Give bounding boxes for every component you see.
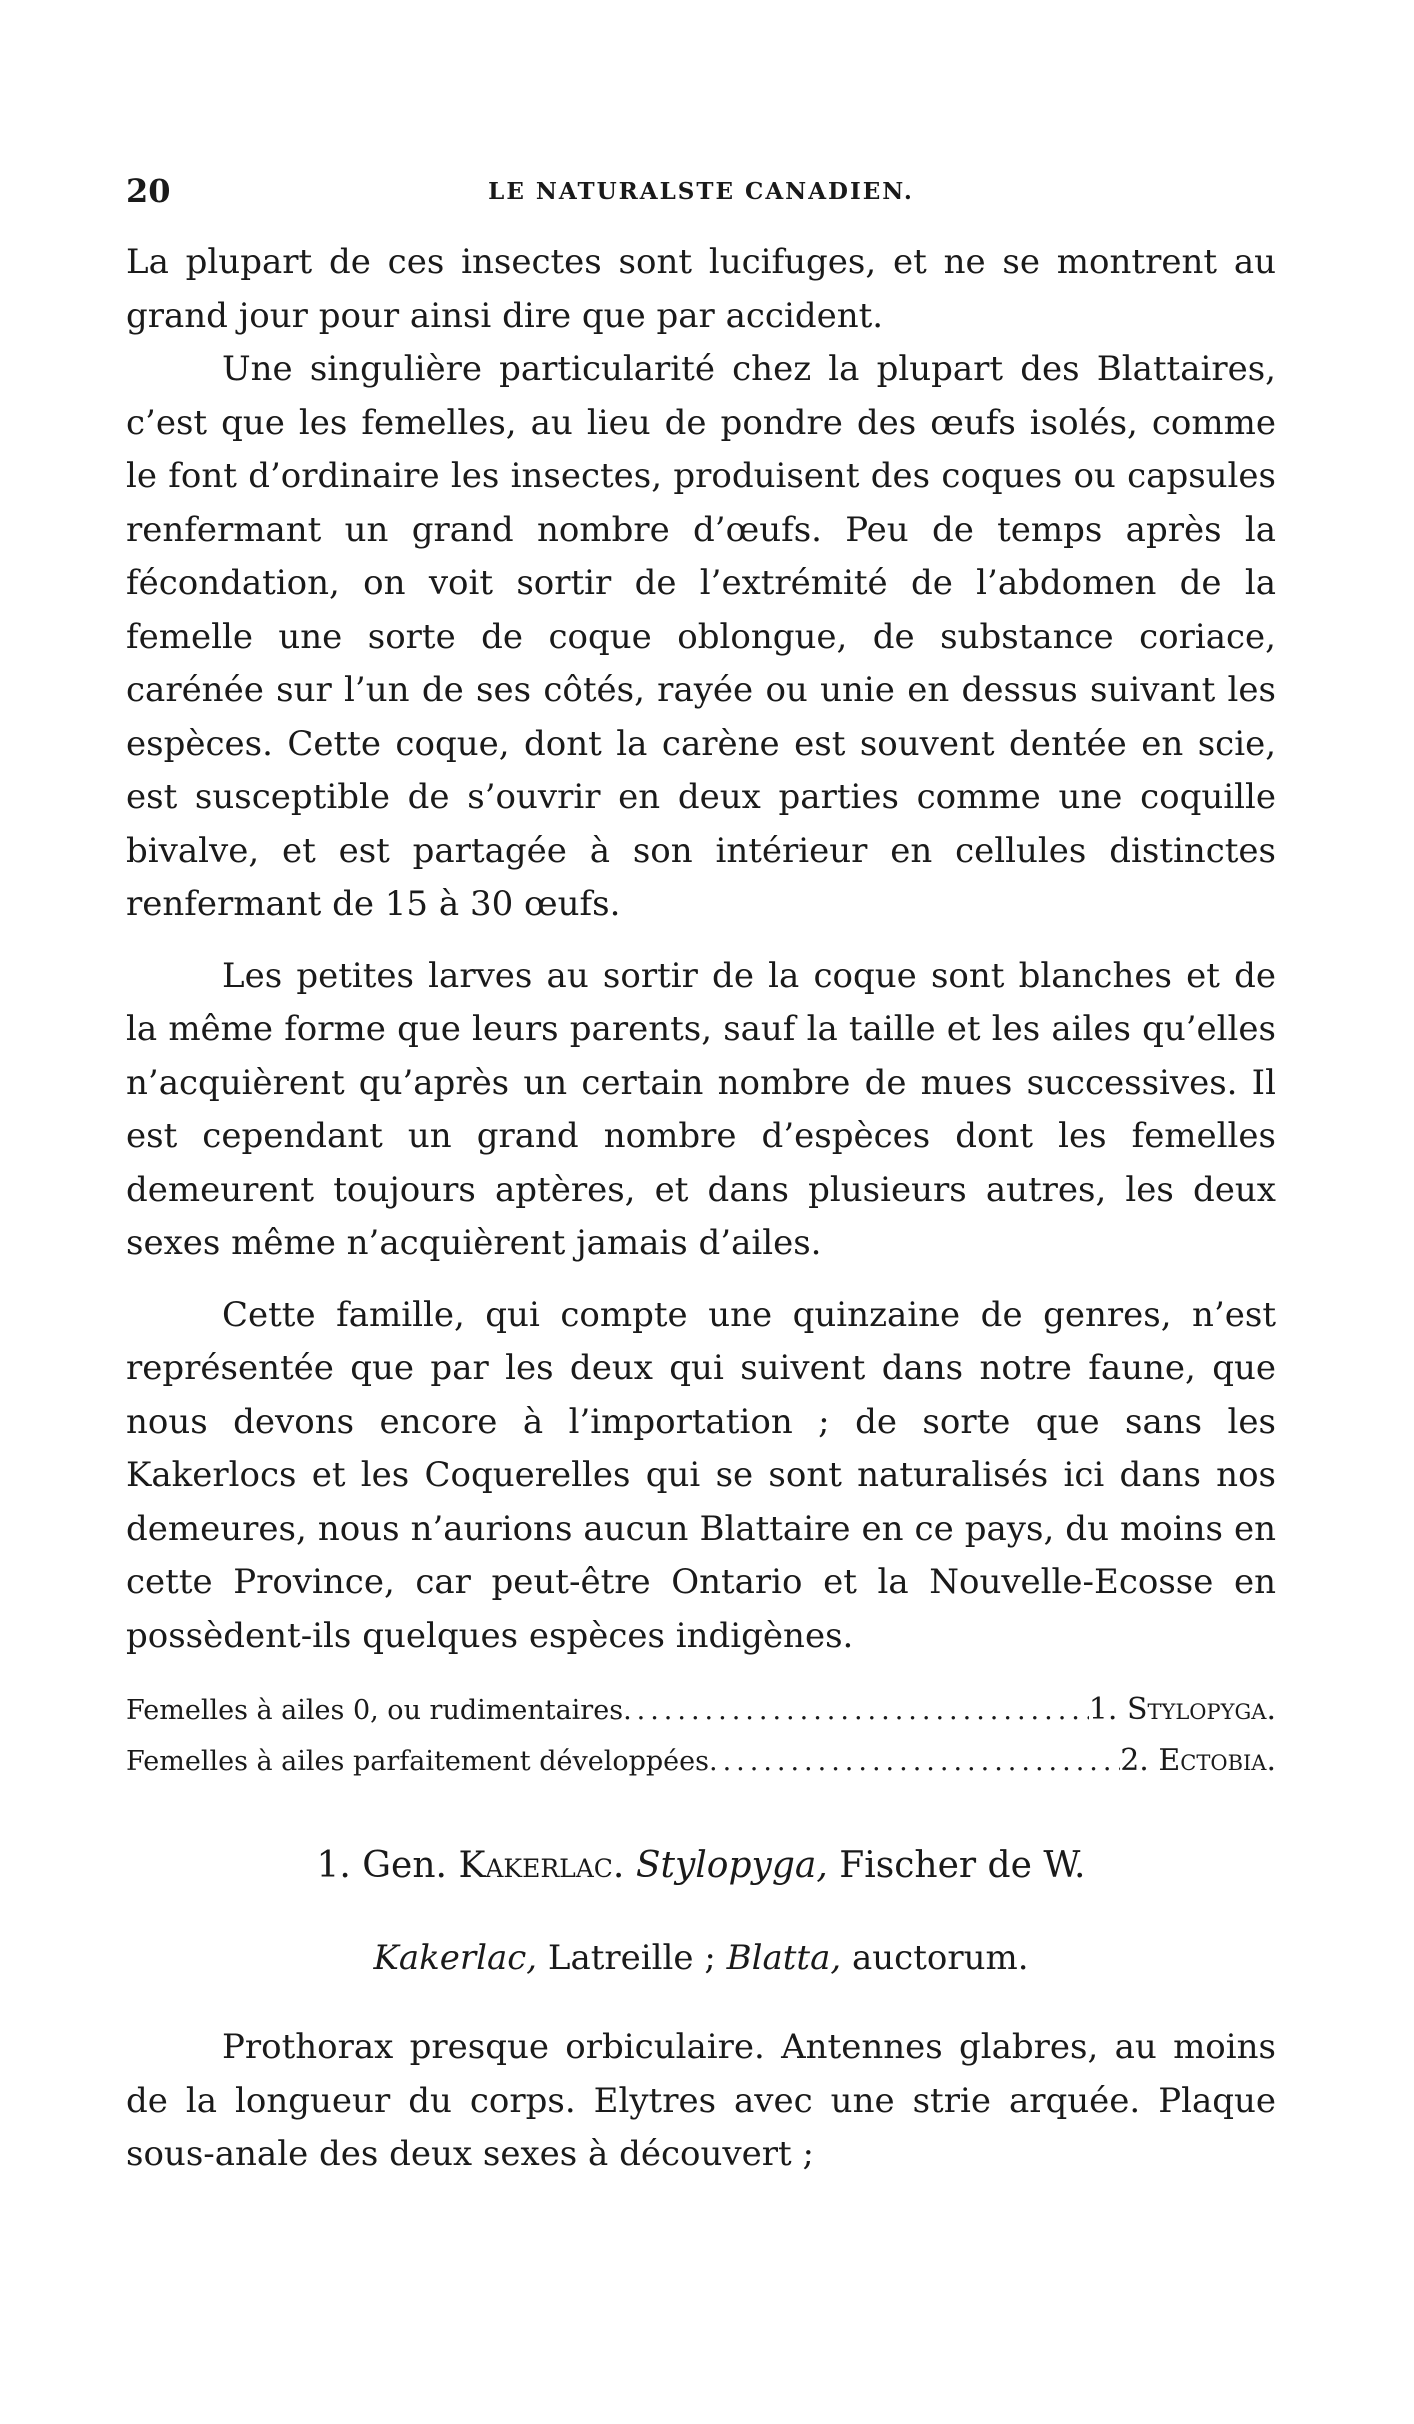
page-body: [126, 236, 1276, 2182]
synonym-name-1: Kakerlac,: [373, 1938, 538, 1978]
synonym-author-2: auctorum.: [852, 1938, 1029, 1978]
key-label: Femelles à ailes 0, ou rudimentaires: [126, 1695, 624, 1726]
identification-key: [126, 1685, 1276, 1787]
genus-number: 1. Gen.: [316, 1845, 447, 1886]
page-header: [126, 172, 1276, 212]
running-title: LE NATURALSTE CANADIEN.: [488, 178, 914, 205]
leader-dots: [623, 1686, 1089, 1736]
page-number: 20: [126, 172, 171, 210]
key-result: 1. Stylopyga.: [1088, 1692, 1276, 1727]
genus-latin-name: Stylopyga,: [635, 1845, 828, 1886]
synonym-name-2: Blatta,: [726, 1938, 842, 1978]
genus-description: Prothorax presque orbiculaire. Antennes glabres, au moins de la longueur du corps. Elytres avec une strie arquée. Plaque sous-anale des deux sexes à découvert ;: [126, 2027, 1276, 2174]
paragraph-4: Cette famille, qui compte une quinzaine de genres, n’est représentée que par les deux qui suivent dans notre faune, que nous devons encore à l’importation ; de sorte que sans les Kakerlocs et les Coquerelles qui se sont naturalisés ici dans nos demeures, nous n’aurions aucun Blattaire en ce pays, du moins en cette Province, car peut-être Ontario et la Nouvelle-Ecosse en possèdent-ils quelques espèces indigènes.: [126, 1294, 1276, 1656]
key-row: [126, 1685, 1276, 1736]
key-result: 2. Ectobia.: [1120, 1743, 1276, 1778]
paragraph-2: Une singulière particularité chez la plupart des Blattaires, c’est que les femelles, au lieu de pondre des œufs isolés, comme le font d’ordinaire les insectes, produisent des coques ou capsules renfermant un grand nombre d’œufs. Peu de temps après la fécondation, on voit sortir de l’extrémité de l’abdomen de la femelle une sorte de coque oblongue, de substance coriace, carénée sur l’un de ses côtés, rayée ou unie en dessus suivant les espèces. Cette coque, dont la carène est souvent dentée en scie, est susceptible de s’ouvrir en deux parties comme une coquille bivalve, et est partagée à son intérieur en cellules distinctes renfermant de 15 à 30 œufs.: [126, 349, 1276, 924]
synonym-line: [126, 1931, 1276, 1985]
key-label: Femelles à ailes parfaitement développées: [126, 1746, 709, 1777]
synonym-author-1: Latreille ;: [547, 1938, 716, 1978]
genus-name: Kakerlac.: [458, 1845, 625, 1886]
genus-heading: [126, 1839, 1276, 1893]
paragraph-3: Les petites larves au sortir de la coque sont blanches et de la même forme que leurs parents, sauf la taille et les ailes qu’elles n’acquièrent qu’après un certain nombre de mues successives. Il est cependant un grand nombre d’espèces dont les femelles demeurent toujours aptères, et dans plusieurs autres, les deux sexes même n’acquièrent jamais d’ailes.: [126, 955, 1276, 1263]
key-row: [126, 1736, 1276, 1787]
leader-dots: [709, 1737, 1120, 1787]
genus-author: Fischer de W.: [839, 1845, 1086, 1886]
paragraph-1: La plupart de ces insectes sont lucifuges, et ne se montrent au grand jour pour ainsi dire que par accident.: [126, 242, 1276, 336]
